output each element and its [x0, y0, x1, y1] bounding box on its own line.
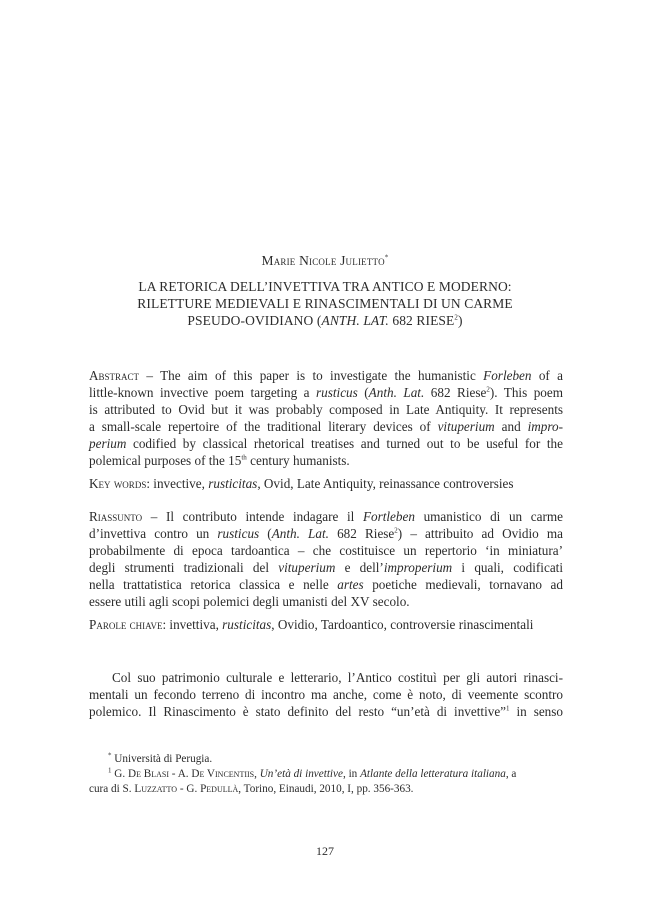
- italic-text: vituperium: [278, 560, 336, 575]
- author-name: Marie Nicole Julietto: [261, 253, 385, 268]
- text: century humanists.: [246, 453, 350, 468]
- italic-text: rusticitas: [222, 617, 272, 632]
- parole-line: [89, 616, 563, 633]
- superscript: 2: [394, 526, 398, 535]
- footnote-2-continued: [89, 782, 563, 797]
- footnote-1: [89, 752, 563, 767]
- italic-text: Forleben: [483, 368, 532, 383]
- text: nella trattatistica retorica classica e nelle: [89, 577, 338, 592]
- text: – Il contributo intende indagare il: [142, 509, 363, 524]
- body-line: mentali un fecondo terreno di incontro ma anche, come è noto, di veemente scontro: [89, 687, 563, 702]
- keywords-line: [89, 475, 563, 492]
- abstract-line: [89, 418, 563, 435]
- author-name: De Vincentiis: [191, 768, 255, 780]
- italic-text: rusticus: [217, 526, 260, 541]
- title-line-2: RILETTURE MEDIEVALI E RINASCIMENTALI DI UN CARME: [137, 296, 513, 311]
- italic-text: Anth. Lat.: [368, 385, 425, 400]
- author-line: [0, 253, 650, 269]
- text: ) – attribuito ad Ovidio ma: [397, 526, 563, 541]
- text: a small-scale repertoire of the traditional literary devices of: [89, 419, 438, 434]
- text: ). This poem: [489, 385, 563, 400]
- text: G.: [111, 768, 128, 780]
- riassunto-line: probabilmente di epoca tardoantica – che costituisce un repertorio ‘in miniatura’: [89, 543, 563, 558]
- parole-label: Parole chiave: [89, 617, 163, 632]
- page-number: 127: [316, 844, 334, 858]
- text: polemical purposes of the 15: [89, 453, 242, 468]
- italic-text: vituperium: [437, 419, 495, 434]
- text: umanistico di un carme: [414, 509, 563, 524]
- abstract-line: is attributed to Ovid but it was probably composed in Late Antiquity. It represents: [89, 402, 563, 417]
- riassunto-line: [89, 525, 563, 542]
- body-paragraph: [89, 669, 563, 720]
- article-title: [110, 278, 540, 329]
- riassunto-line: [89, 576, 563, 593]
- italic-text: artes: [337, 577, 364, 592]
- riassunto-line: [89, 508, 563, 525]
- italic-text: Fortleben: [362, 509, 415, 524]
- title-text: ): [458, 313, 463, 328]
- text: - G.: [177, 783, 201, 795]
- text: and: [494, 419, 528, 434]
- text: : invettiva,: [162, 617, 223, 632]
- text: , Ovid, Late Antiquity, reinassance controversies: [257, 476, 514, 491]
- text: Università di Perugia.: [111, 753, 213, 765]
- body-line: Col suo patrimonio culturale e letterario, l’Antico costituì per gli autori rinasci-: [112, 670, 563, 685]
- abstract-line: [89, 452, 563, 469]
- text: of a: [531, 368, 564, 383]
- title-text: 682 RIESE: [388, 313, 455, 328]
- text: 682 Riese: [424, 385, 487, 400]
- italic-text: Atlante della letteratura italiana: [360, 768, 506, 780]
- riassunto-label: Riassunto: [89, 509, 143, 524]
- footnote-2: [89, 767, 563, 782]
- author-footnote-marker: *: [384, 253, 389, 262]
- abstract-line: [89, 367, 563, 384]
- keywords: [89, 475, 563, 492]
- parole-chiave: [89, 616, 563, 633]
- text: ,: [254, 768, 260, 780]
- text: – The aim of this paper is to investigate the humanistic: [139, 368, 484, 383]
- abstract-label: Abstract: [89, 368, 140, 383]
- abstract: [89, 367, 563, 469]
- author-name: De Blasi: [127, 768, 169, 780]
- text: (: [357, 385, 369, 400]
- text: - A.: [169, 768, 192, 780]
- keywords-label: Key words: [89, 476, 147, 491]
- editor-name: Pedullà: [200, 783, 239, 795]
- editor-name: Luzzatto: [134, 783, 178, 795]
- text: , Ovidio, Tardoantico, controversie rinascimentali: [271, 617, 534, 632]
- superscript: th: [241, 453, 247, 462]
- italic-text: Anth. Lat.: [271, 526, 329, 541]
- text: poetiche medievali, tornavano ad: [363, 577, 564, 592]
- text: in senso: [509, 704, 563, 719]
- italic-text: rusticitas: [208, 476, 258, 491]
- text: codified by classical rhetorical treatises and turned out to be useful for the: [126, 436, 563, 451]
- text: cura di S.: [89, 783, 135, 795]
- footnote-marker: 1: [108, 766, 112, 775]
- italic-text: rusticus: [316, 385, 358, 400]
- italic-text: perium: [89, 436, 127, 451]
- title-line-3: [110, 312, 540, 329]
- footnote-ref: 1: [506, 704, 510, 713]
- title-text: PSEUDO-OVIDIANO (: [187, 313, 322, 328]
- text: , Torino, Einaudi, 2010, I, pp. 356-363.: [238, 783, 414, 795]
- text: d’invettiva contro un: [89, 526, 218, 541]
- italic-text: Un’età di invettive: [259, 768, 343, 780]
- footnotes: [89, 752, 563, 797]
- text: 682 Riese: [328, 526, 395, 541]
- text: little-known invective poem targeting a: [89, 385, 317, 400]
- text: e dell’: [335, 560, 384, 575]
- title-italic: ANTH. LAT.: [321, 313, 389, 328]
- italic-text: improperium: [383, 560, 453, 575]
- text: polemico. Il Rinascimento è stato definito del resto “un’età di invettive”: [89, 704, 507, 719]
- riassunto: [89, 508, 563, 610]
- text: , in: [342, 768, 361, 780]
- text: , a: [505, 768, 517, 780]
- abstract-line: [89, 384, 563, 401]
- text: : invective,: [146, 476, 209, 491]
- text: i quali, codificati: [452, 560, 563, 575]
- superscript: 2: [486, 385, 490, 394]
- abstract-line: [89, 435, 563, 452]
- footnote-marker: *: [108, 751, 112, 760]
- text: (: [259, 526, 272, 541]
- italic-text: impro-: [527, 419, 563, 434]
- text: degli strumenti tradizionali del: [89, 560, 279, 575]
- title-line-1: LA RETORICA DELL’INVETTIVA TRA ANTICO E MODERNO:: [138, 279, 512, 294]
- riassunto-line: [89, 559, 563, 576]
- riassunto-line: essere utili agli scopi polemici degli umanisti del XV secolo.: [89, 594, 410, 609]
- title-superscript: 2: [454, 313, 458, 322]
- body-line: [89, 703, 563, 720]
